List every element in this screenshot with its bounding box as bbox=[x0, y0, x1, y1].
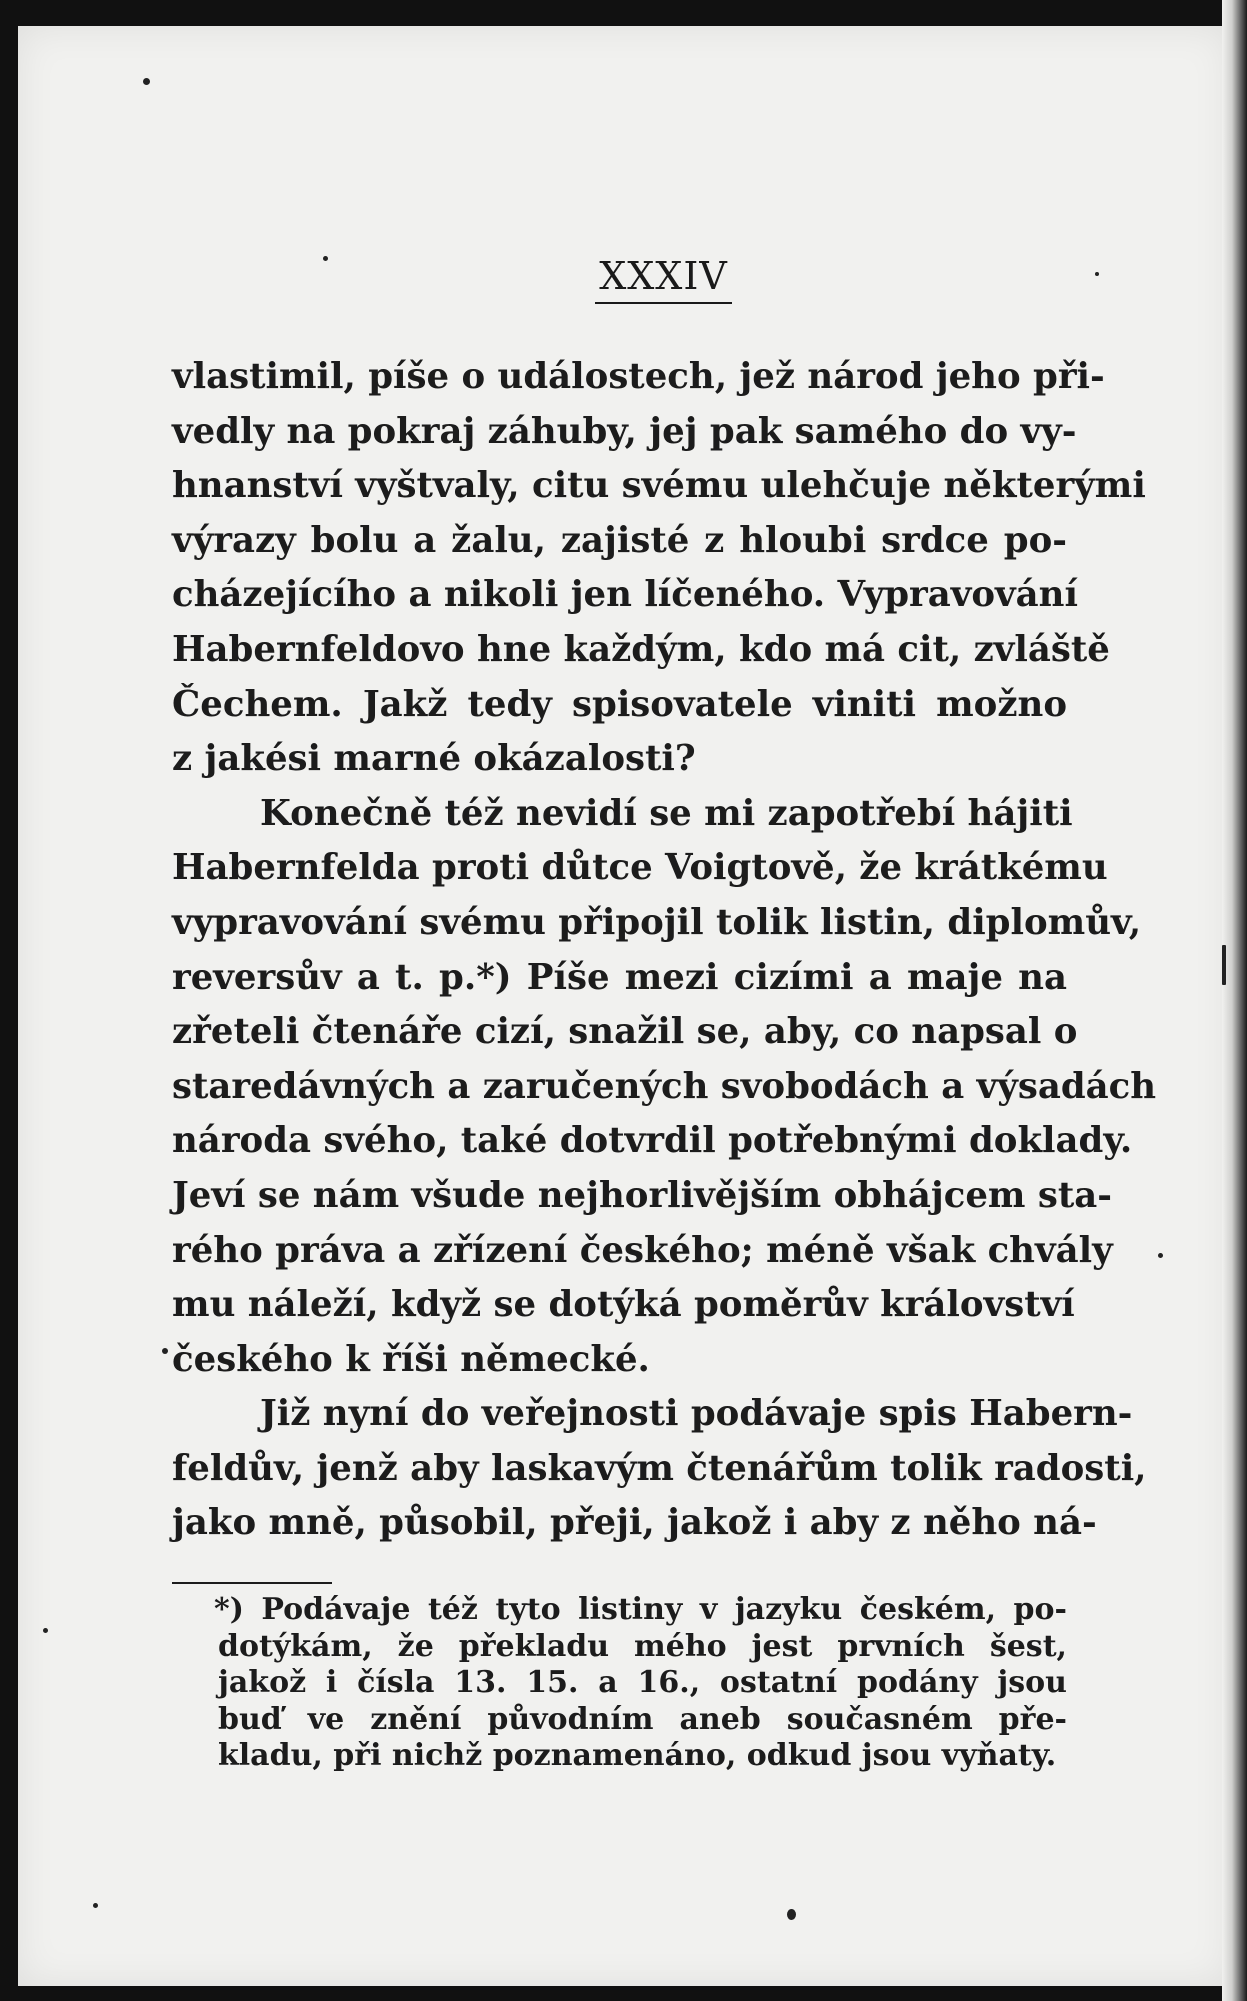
footnote bbox=[214, 1592, 1067, 1775]
footnote-line: kladu, při nichž poznamenáno, odkud jsou vyňaty. bbox=[218, 1738, 1057, 1774]
footnote-line: buď ve znění původním aneb současném pře- bbox=[218, 1701, 1067, 1737]
text-line: vypravování svému připojil tolik listin, diplomův, bbox=[172, 901, 1142, 943]
print-speck bbox=[43, 1628, 48, 1633]
body-text bbox=[172, 350, 1157, 1551]
running-head bbox=[0, 254, 1247, 304]
print-speck bbox=[787, 1909, 796, 1920]
print-speck bbox=[143, 78, 150, 85]
print-speck bbox=[93, 1903, 98, 1908]
text-line: feldův, jenž aby laskavým čtenářům tolik radosti, bbox=[172, 1447, 1147, 1489]
print-speck bbox=[162, 1348, 168, 1354]
text-line: staredávných a zaručených svobodách a výsadách bbox=[172, 1065, 1157, 1107]
text-line: mu náleží, když se dotýká poměrův království bbox=[172, 1284, 1075, 1326]
text-line: rého práva a zřízení českého; méně však chvály bbox=[172, 1229, 1113, 1271]
footnote-line: dotýkám, že překladu mého jest prvních šest, bbox=[218, 1628, 1067, 1664]
text-line: vlastimil, píše o událostech, jež národ jeho při- bbox=[172, 356, 1105, 397]
text-line: hnanství vyštvaly, citu svému ulehčuje některými bbox=[172, 465, 1146, 507]
text-line: Habernfeldovo hne každým, kdo má cit, zvláště bbox=[172, 628, 1110, 670]
text-line: Habernfelda proti důtce Voigtově, že krátkému bbox=[172, 847, 1108, 889]
text-line: Jeví se nám všude nejhorlivějším obhájcem sta- bbox=[172, 1174, 1112, 1216]
page-number: XXXIV bbox=[595, 254, 732, 304]
text-line: výrazy bolu a žalu, zajisté z hloubi srdce po- bbox=[172, 519, 1067, 561]
text-line: zřeteli čtenáře cizí, snažil se, aby, co napsal o bbox=[172, 1011, 1078, 1053]
text-line: z jakési marné okázalosti? bbox=[172, 738, 696, 780]
print-speck bbox=[1158, 1253, 1163, 1258]
footnote-rule bbox=[172, 1582, 332, 1584]
text-line: Čechem. Jakž tedy spisovatele viniti možno bbox=[172, 683, 1067, 725]
text-line: Již nyní do veřejnosti podávaje spis Habern- bbox=[260, 1393, 1133, 1435]
text-line: Konečně též nevidí se mi zapotřebí hájiti bbox=[260, 792, 1073, 834]
text-line: vedly na pokraj záhuby, jej pak samého do vy- bbox=[172, 410, 1077, 452]
text-line: jako mně, působil, přeji, jakož i aby z něho ná- bbox=[172, 1502, 1097, 1544]
footnote-line: *) Podávaje též tyto listiny v jazyku českém, po- bbox=[214, 1592, 1067, 1627]
text-line: cházejícího a nikoli jen líčeného. Vypravování bbox=[172, 574, 1078, 616]
print-speck bbox=[1222, 945, 1226, 985]
text-line: reversův a t. p.*) Píše mezi cizími a maje na bbox=[172, 956, 1067, 998]
footnote-line: jakož i čísla 13. 15. a 16., ostatní podány jsou bbox=[218, 1665, 1067, 1701]
text-line: českého k říši německé. bbox=[172, 1338, 650, 1380]
text-line: národa svého, také dotvrdil potřebnými doklady. bbox=[172, 1120, 1133, 1162]
